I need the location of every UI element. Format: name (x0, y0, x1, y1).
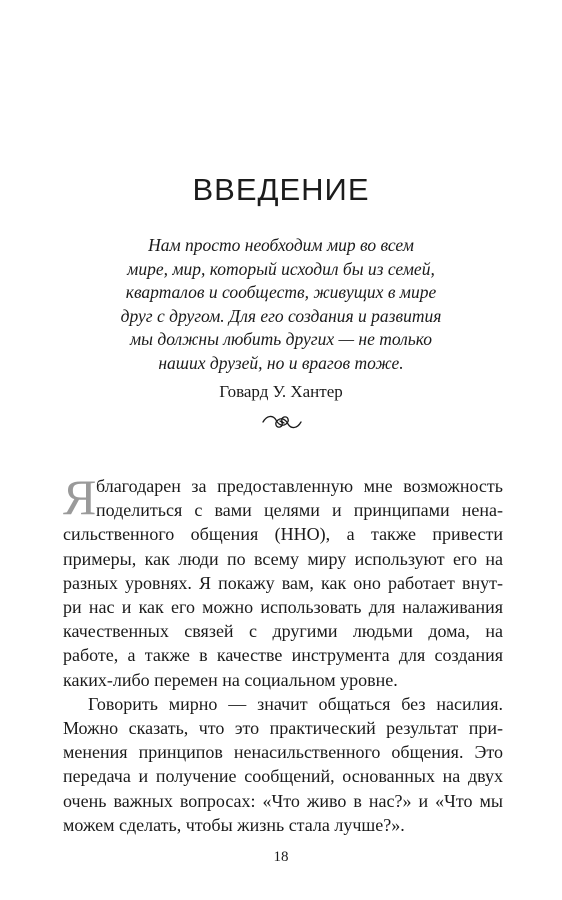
text-line: очень важных вопросах: «Что живо в нас?» и «Что мы (63, 790, 503, 811)
text-line: благодарен за предоставленную мне возможность (96, 476, 503, 496)
epigraph-line: мы должны любить других — не только (129, 329, 433, 349)
fleuron-ornament-icon (261, 413, 303, 431)
page-number: 18 (273, 849, 289, 865)
paragraph-1 (63, 469, 503, 525)
body-text (63, 469, 503, 837)
text-line: работе, а также в качестве инструмента для создания (63, 645, 503, 666)
text-line: ри нас и как его можно использовать для налаживания (63, 597, 503, 618)
epigraph-line: наших друзей, но и врагов тоже. (158, 352, 404, 373)
text-line: Говорить мирно — значит общаться без насилия. (88, 693, 503, 714)
epigraph-author: Говард У. Хантер (219, 382, 343, 401)
epigraph-line: кварталов и сообществ, живущих в мире (125, 282, 437, 302)
chapter-title: ВВЕДЕНИЕ (192, 172, 370, 207)
text-line: менения принципов ненасильственного общения. Это (63, 742, 503, 763)
text-line: поделиться с вами целями и принципами нена- (96, 500, 503, 521)
text-line: примеры, как люди по всему миру используют его на (63, 548, 503, 569)
text-line: каких-либо перемен на социальном уровне. (63, 669, 398, 690)
text-line: передача и получение сообщений, основанных на двух (63, 766, 503, 787)
text-line: разных уровнях. Я покажу вам, как оно работает внут- (63, 572, 503, 593)
epigraph-line: мире, мир, который исходил бы из семей, (127, 258, 435, 279)
epigraph (90, 234, 472, 403)
epigraph-line: друг с другом. Для его создания и развития (120, 305, 442, 326)
text-line: можем сделать, чтобы жизнь стала лучше?». (63, 814, 405, 835)
epigraph-line: Нам просто необходим мир во всем (148, 235, 414, 255)
drop-cap: Я (63, 469, 97, 525)
text-line: сильственного общения (ННО), а также привести (63, 524, 503, 545)
text-line: Можно сказать, что это практический результат при- (63, 718, 503, 739)
text-line: качественных связей с другими людьми дома, на (63, 621, 503, 642)
